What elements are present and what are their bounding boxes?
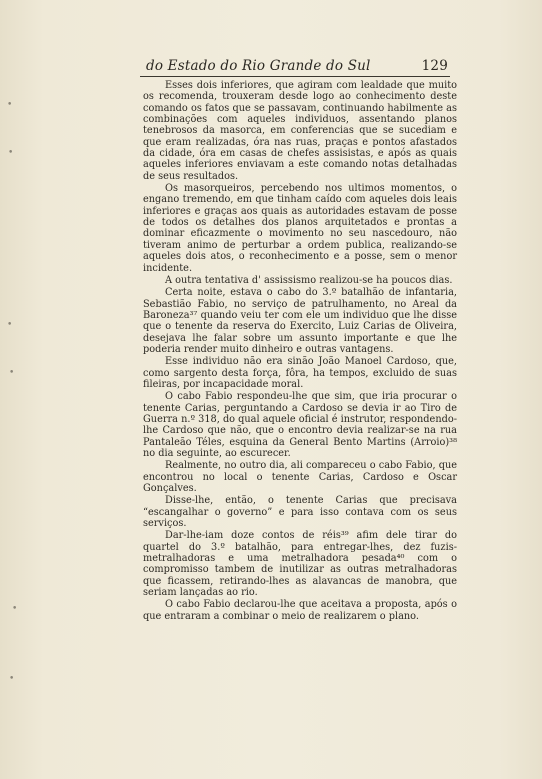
margin-mark: • (12, 604, 18, 614)
margin-mark: • (9, 368, 15, 378)
paragraph: Disse-lhe, então, o tenente Carias que precisava “escangalhar o governo” e para isso contava com os seus serviços. (143, 495, 457, 530)
paragraph: Esses dois inferiores, que agiram com lealdade que muito os recomenda, trouxeram desde logo ao conhecimento deste comando os fatos que se passavam, continuando habilmente as combinações com aqueles individuos, assentando planos tenebrosos da masorca, em conferencias que se sucediam e que eram realizadas, óra nas ruas, praças e pontos afastados da cidade, óra em casas de chefes assisistas, e após as quais aqueles inferiores enviavam a este comando notas detalhadas de seus resultados. (143, 80, 457, 182)
paragraph: Realmente, no outro dia, ali compareceu o cabo Fabio, que encontrou no local o tenente Carias, Cardoso e Oscar Gonçalves. (143, 460, 457, 495)
page-number: 129 (421, 58, 448, 74)
margin-mark: • (8, 148, 14, 158)
paragraph: O cabo Fabio declarou-lhe que aceitava a proposta, após o que entraram a combinar o meio de realizarem o plano. (143, 599, 457, 622)
paragraph: O cabo Fabio respondeu-lhe que sim, que iria procurar o tenente Carias, perguntando a Cardoso se devia ir ao Tiro de Guerra n.º 318, do qual aquele oficial é instrutor, respondendo-lhe Cardoso que não, que o encontro devia realizar-se na rua Pantaleão Téles, esquina da General Bento Martins (Arroio)³⁸ no dia seguinte, ao escurecer. (143, 391, 458, 459)
margin-mark: • (9, 674, 15, 684)
paragraph: Esse individuo não era sinão João Manoel Cardoso, que, como sargento desta força, fôra, ha tempos, excluido de suas fileiras, por incapacidade moral. (143, 356, 457, 390)
margin-mark: • (7, 100, 13, 110)
body-text (143, 80, 457, 720)
paragraph: A outra tentativa d' assissismo realizou-se ha poucos dias. (165, 274, 453, 286)
paragraph: Certa noite, estava o cabo do 3.º batalhão de infantaria, Sebastião Fabio, no serviço de patrulhamento, no Areal da Baroneza³⁷ quando veiu ter com ele um individuo que lhe disse que o tenente da reserva do Exercito, Luiz Carias de Oliveira, desejava lhe falar sobre um assunto importante e que lhe poderia render muito dinheiro e outras vantagens. (143, 287, 457, 355)
paragraph: Dar-lhe-iam doze contos de réis³⁹ afim dele tirar do quartel do 3.º batalhão, para entregar-lhes, dez fuzis-metralhadoras e uma metralhadora pesada⁴⁰ com o compromisso tambem de inutilizar as outras metralhadoras que ficassem, retirando-lhes as alavancas de manobra, que seriam lançadas ao rio. (143, 530, 457, 599)
running-header (140, 58, 450, 76)
running-title: do Estado do Rio Grande do Sul (146, 58, 371, 74)
paragraph: Os masorqueiros, percebendo nos ultimos momentos, o engano tremendo, em que tinham caído com aqueles dois leais inferiores e graças aos quais as autoridades estavam de posse de todos os detalhes dos planos arquitetados e prontas a dominar eficazmente o movimento no seu nascedouro, não tiveram animo de perturbar a ordem publica, realizando-se aqueles dois atos, o reconhecimento e a posse, sem o menor incidente. (143, 183, 457, 274)
margin-mark: • (7, 320, 13, 330)
header-rule (140, 76, 450, 77)
